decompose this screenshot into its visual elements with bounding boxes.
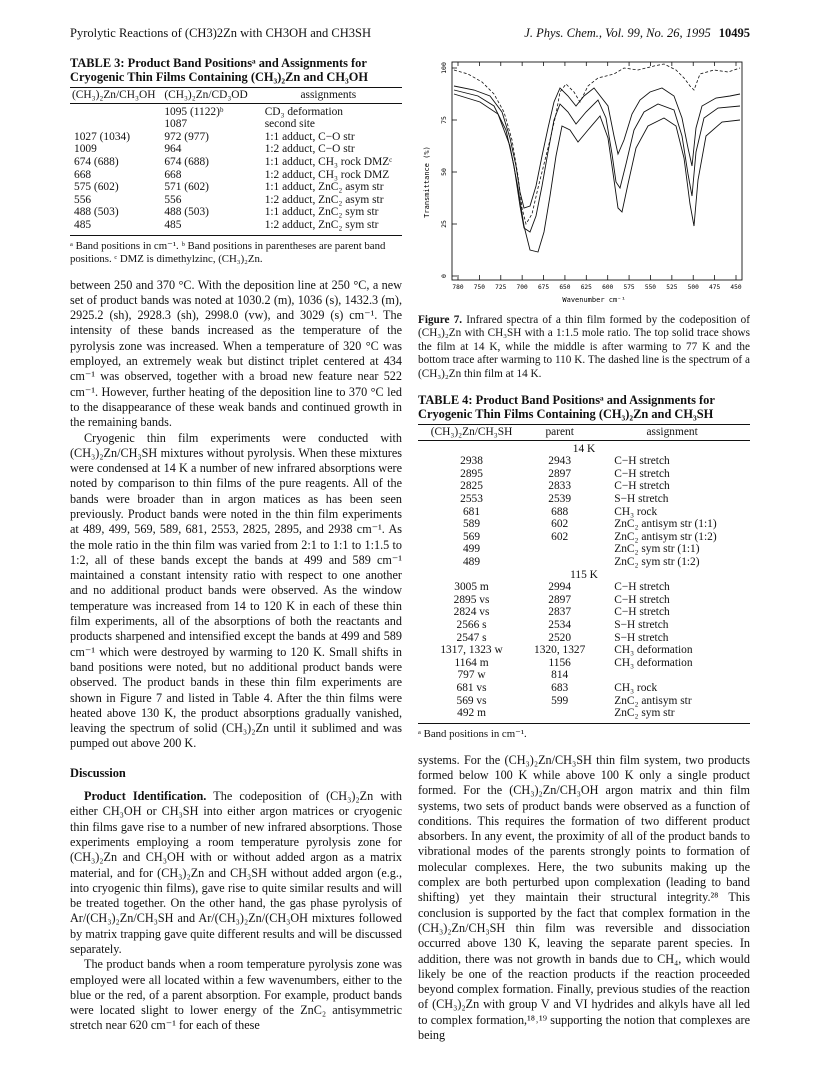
paragraph-product-identification xyxy=(70,789,402,957)
table4-cell: 2824 vs xyxy=(453,606,490,619)
table4-cell: S−H stretch xyxy=(614,631,669,644)
table3-row xyxy=(70,143,402,156)
table4-row xyxy=(418,619,750,632)
table3-footnote: ᵃ Band positions in cm⁻¹. ᵇ Band positions in parentheses are parent band positions. ᶜ DMZ is dimethylzinc, (CH₃)₂Zn. xyxy=(70,239,386,265)
table4-cell: 569 xyxy=(462,530,481,543)
table4-cell: ZnC₂ antisym str xyxy=(614,694,692,707)
y-tick-label: 50 xyxy=(440,168,448,176)
table4-cell: C−H stretch xyxy=(614,581,670,594)
table3-cell: 1095 (1122)ᵇ xyxy=(164,105,224,118)
table3-row xyxy=(70,118,402,131)
x-tick-label: 700 xyxy=(516,284,528,291)
table3-header-1: (CH₃)₂Zn/CH₃OH xyxy=(70,88,162,104)
x-tick-label: 725 xyxy=(495,284,507,291)
table3-cell: 1:1 adduct, ZnC₂ sym str xyxy=(264,206,379,219)
table4-footnote: ᵃ Band positions in cm⁻¹. xyxy=(418,727,527,740)
table4-cell: S−H stretch xyxy=(614,493,669,505)
table3-row xyxy=(70,131,402,144)
x-tick-label: 550 xyxy=(644,284,657,291)
y-tick-label: 25 xyxy=(440,220,448,228)
table4-cell: 2895 vs xyxy=(453,593,490,606)
table4-label: TABLE 4: xyxy=(418,393,473,408)
table4-cell: 2547 s xyxy=(456,631,487,644)
table3-cell: 556 xyxy=(164,193,182,206)
table4-cell xyxy=(525,543,594,556)
table3-cell: 571 (602) xyxy=(164,181,209,194)
table4-row xyxy=(418,581,750,594)
table3-cell: 1:2 adduct, ZnC₂ sym str xyxy=(264,218,379,231)
table4-cell: 2895 xyxy=(460,467,483,480)
table4-cell: CH₃ deformation xyxy=(614,656,693,669)
x-tick-label: 675 xyxy=(537,284,550,291)
table4-cell: 2566 s xyxy=(456,618,487,631)
table4-cell: ZnC₂ sym str xyxy=(614,707,675,720)
table4-cell: CH₃ rock xyxy=(614,681,658,694)
spectrum-dashed-dmz xyxy=(454,64,740,224)
paragraph-room-temperature: The product bands when a room temperature pyrolysis zone was employed were all located within a few wavenumbers, either to the blue or the red, of a parent absorption. For example, product bands were located slight to lower energy of the ZnC₂ antisymmetric stretch near 620 cm⁻¹ for each of these xyxy=(70,957,402,1033)
table4-row xyxy=(418,632,750,645)
table4-cell: 2539 xyxy=(548,493,572,505)
table4-cell: C−H stretch xyxy=(614,455,670,468)
table4-row xyxy=(418,606,750,619)
table3-row xyxy=(70,169,402,182)
x-tick-label: 650 xyxy=(559,284,571,291)
table4-cell: ZnC₂ antisym str (1:1) xyxy=(614,518,717,531)
table4-row xyxy=(418,669,750,682)
table4-row xyxy=(418,644,750,657)
table4-section-row xyxy=(418,440,750,455)
table3-cell: 1027 (1034) xyxy=(74,130,130,143)
table3-cell: 1087 xyxy=(164,118,188,131)
table3-cell: 1:1 adduct, C−O str xyxy=(264,130,355,143)
table4-section-row xyxy=(418,569,750,582)
table4-row xyxy=(418,518,750,531)
table4-row xyxy=(418,468,750,481)
journal-citation: J. Phys. Chem., Vol. 99, No. 26, 1995 xyxy=(524,26,711,40)
table4-cell: 2943 xyxy=(548,455,572,468)
table3-cell: 575 (602) xyxy=(74,181,119,194)
x-tick-label: 475 xyxy=(709,284,721,291)
table4-cell: 2897 xyxy=(548,467,572,480)
table4-cell: 797 w xyxy=(457,669,486,682)
table3-cell: 1009 xyxy=(74,143,97,156)
figure7-spectra xyxy=(418,56,750,308)
table4-cell: 1164 m xyxy=(454,656,489,669)
runin-heading: Product Identification. xyxy=(84,789,207,804)
table3-cell: 556 xyxy=(74,193,92,206)
plot-frame xyxy=(452,62,742,280)
running-head-title: Pyrolytic Reactions of (CH3)2Zn with CH3OH and CH3SH xyxy=(70,26,372,40)
table4-header-1: (CH₃)₂Zn/CH₃SH xyxy=(418,425,525,441)
product-identification-text: The codeposition of (CH₃)₂Zn with either CH₃OH or CH₃SH into either argon matrices or cryogenic thin films gave rise to a number of new infrared absorptions. Those experiments employing a room temperature pyrolysis zone for (CH₃)₂Zn and CH₃OH with or without added argon as a matrix material, and for (CH₃)₂Zn and CH₃SH without added argon (e.g., into cryogenic thin films), gave rise to quite similar results and will be treated together. On the other hand, the gas phase pyrolysis of Ar/(CH₃)₂Zn/CH₃SH and Ar/(CH₃)₂Zn/(CH₃OH mixtures followed by matrix trapping gave quite different results and will be discussed separately. xyxy=(70,789,403,956)
table4-row xyxy=(418,682,750,695)
table4-cell: 1156 xyxy=(548,656,571,669)
table3-header-3: assignments xyxy=(255,88,402,104)
table4-row xyxy=(418,480,750,493)
table4-cell: C−H stretch xyxy=(614,593,670,606)
table3-cell: 964 xyxy=(164,143,182,156)
table4-cell: 688 xyxy=(551,505,569,518)
table4-cell: 2938 xyxy=(460,455,483,468)
table4-row xyxy=(418,506,750,519)
paragraph-cryogenic-thin-film: Cryogenic thin film experiments were conducted with (CH₃)₂Zn/CH₃SH mixtures without pyrolysis. When these mixtures were condensed at 14 K a number of new infrared absorptions were noted by comparison to thin films of the pure reagents. All of the bands were broader than in argon matices as has been seen previously. Product bands were noted in the thin film experiments at 489, 499, 569, 589, 681, 2553, 2825, 2895, and 2938 cm⁻¹. As the mole ratio in the thin film was varied from 2:1 to 1:1 to 1:1.5 to 1:2, all of these bands except the bands at 499 and 589 cm⁻¹ maintained a constant intensity ratio with respect to one another and no additional product bands were observed. As the window temperature was increased from 14 to 120 K in each of these thin film experiments, all of the absorptions of both the reactants and products sharpened and intensified except the bands at 499 and 589 cm⁻¹ which were destroyed by warming to 120 K. Small shifts in band positions were noted, but no additional product bands were observed. The product bands in these thin film experiments are shown in Figure 7 and listed in Table 4. After the thin films were heated above 130 K, the product absorptions gradually vanished, leaving the spectrum of solid (CH₃)₂Zn until it sublimed and was pumped out above 200 K. xyxy=(70,430,402,751)
table3-cell xyxy=(70,103,162,118)
table4-cell: 2534 xyxy=(548,618,572,631)
x-tick-label: 750 xyxy=(473,284,485,291)
table3-title: Product Band Positionsᵃ and Assignments for Cryogenic Thin Films Containing (CH₃)₂Zn and CH₃OH xyxy=(70,56,369,84)
table4-cell: ZnC₂ antisym str (1:2) xyxy=(614,530,717,543)
page-number: 10495 xyxy=(718,26,750,40)
table4-section-label: 14 K xyxy=(572,442,596,455)
table4 xyxy=(418,424,750,724)
table4-cell: 814 xyxy=(551,669,569,682)
y-axis-label: Transmittance (%) xyxy=(423,146,431,218)
table4-cell: 489 xyxy=(462,555,481,568)
table4-row xyxy=(418,695,750,708)
table4-cell: C−H stretch xyxy=(614,480,670,493)
table4-cell: 1317, 1323 w xyxy=(440,644,503,657)
paragraph-thin-film-pyrolysis: between 250 and 370 °C. With the deposition line at 250 °C, a new set of product bands was noted at 1030.2 (m), 1036 (s), 1432.3 (m), 2925.2 (sh), 2928.3 (sh), 2998.0 (vw), and 3029 (s) cm⁻¹. The intensity of these bands increased as the temperature of the pyrolysis zone was increased. When a temperature of 320 °C was employed, an extremely weak but distinct triplet centered at 434 cm⁻¹ was observed, together with a broad new feature near 522 cm⁻¹. However, further heating of the deposition line to 370 °C led to the disappearance of these weak bands and continued growth in the remaining bands. xyxy=(70,277,402,430)
table4-title: Product Band Positionsᵃ and Assignments for Cryogenic Thin Films Containing (CH₃)₂Zn and CH₃SH xyxy=(418,393,715,422)
table3-body xyxy=(70,103,402,235)
spectrum-110K xyxy=(454,94,740,252)
table4-cell xyxy=(594,669,750,682)
table3-cell: 485 xyxy=(74,218,92,231)
table4-cell: 1320, 1327 xyxy=(534,644,586,657)
table4-row xyxy=(418,556,750,569)
table3-header-2: (CH₃)₂Zn/CD₃OD xyxy=(162,88,254,104)
running-head-journal xyxy=(524,26,750,41)
table4-cell: 2520 xyxy=(548,631,572,644)
table4-cell: 602 xyxy=(551,530,569,543)
table3-cell: 674 (688) xyxy=(164,155,209,168)
table3-label: TABLE 3: xyxy=(70,56,125,70)
x-tick-label: 780 xyxy=(452,284,464,291)
x-tick-label: 500 xyxy=(687,284,699,291)
table4-section-label: 115 K xyxy=(570,568,598,581)
table3-cell: 1:2 adduct, CH₃ rock DMZ xyxy=(264,168,390,181)
table4-cell: CH₃ rock xyxy=(614,505,658,518)
table4-row xyxy=(418,657,750,670)
table4-cell: 499 xyxy=(462,543,481,556)
table3-cell: 972 (977) xyxy=(164,130,209,143)
table3-cell: second site xyxy=(264,118,315,131)
table4-cell: 2897 xyxy=(548,593,572,606)
table4-cell: 492 m xyxy=(457,707,486,720)
table3-cell: 488 (503) xyxy=(164,206,209,219)
table3-cell: 1:1 adduct, CH₃ rock DMZᶜ xyxy=(264,155,393,168)
table4-cell: 602 xyxy=(551,518,569,531)
table3-cell: 1:1 adduct, ZnC₂ asym str xyxy=(264,181,384,194)
table3-row xyxy=(70,156,402,169)
table3-cell: 485 xyxy=(164,218,182,231)
table4-body xyxy=(418,440,750,723)
table4-cell: 681 xyxy=(462,505,481,518)
table4-cell: 2833 xyxy=(548,480,572,493)
y-tick-label: 0 xyxy=(440,274,448,278)
x-tick-label: 600 xyxy=(602,284,614,291)
table4-cell: C−H stretch xyxy=(614,606,670,619)
table3-row xyxy=(70,194,402,207)
table4-cell xyxy=(525,707,594,723)
right-column xyxy=(418,56,750,1043)
left-column xyxy=(70,56,402,1034)
table4-row xyxy=(418,707,750,723)
table4-row xyxy=(418,594,750,607)
figure7-label: Figure 7. xyxy=(418,314,463,326)
table4-row xyxy=(418,455,750,468)
table3-cell: CD₃ deformation xyxy=(264,105,343,118)
x-tick-label: 525 xyxy=(666,284,678,291)
table3-cell: 488 (503) xyxy=(74,206,119,219)
table4-header-3: assignment xyxy=(594,425,750,441)
table4-cell: 2553 xyxy=(460,493,483,505)
table4-cell: ZnC₂ sym str (1:1) xyxy=(614,543,700,556)
table3-row xyxy=(70,206,402,219)
running-head xyxy=(70,26,750,44)
table4-row xyxy=(418,531,750,544)
section-heading-discussion: Discussion xyxy=(70,765,126,780)
table4-cell: 569 vs xyxy=(456,694,487,707)
table4-cell: S−H stretch xyxy=(614,618,669,631)
figure7-caption xyxy=(418,314,750,381)
x-tick-label: 450 xyxy=(730,284,742,291)
table4-cell: 589 xyxy=(462,518,481,531)
table4-caption xyxy=(418,393,750,421)
table3-cell: 674 (688) xyxy=(74,155,119,168)
table3-cell: 668 xyxy=(164,168,182,181)
table3-cell: 1:2 adduct, C−O str xyxy=(264,143,355,156)
table4-cell: ZnC₂ sym str (1:2) xyxy=(614,555,700,568)
table4-cell: 683 xyxy=(551,681,569,694)
y-tick-label: 75 xyxy=(440,116,448,124)
table4-row xyxy=(418,493,750,506)
figure7 xyxy=(418,56,750,308)
spectrum-77K xyxy=(454,90,740,232)
table3-cell xyxy=(70,118,162,131)
table3-cell: 1:2 adduct, ZnC₂ asym str xyxy=(264,193,384,206)
x-axis-label: Wavenumber cm⁻¹ xyxy=(562,296,626,304)
table4-cell: 599 xyxy=(551,694,569,707)
table4-cell: 2994 xyxy=(548,581,572,594)
table4-cell: 681 vs xyxy=(456,681,487,694)
table4-row xyxy=(418,543,750,556)
figure7-caption-text: Infrared spectra of a thin film formed by the codeposition of (CH₃)₂Zn with CH₃SH with a 1:1.5 mole ratio. The top solid trace shows the film at 14 K, while the middle is after warming to 77 K and the bottom trace after warming to 110 K. The dashed line is the spectrum of a (CH₃)₂Zn thin film at 14 K. xyxy=(418,314,750,380)
paragraph-complex-formation: systems. For the (CH₃)₂Zn/CH₃SH thin film system, two products formed below 100 K while above 100 K only a single product formed. For the (CH₃)₂Zn/CH₃OH argon matrix and thin film systems, two sets of product bands were observed as a function of conditions. This requires the formation of two different product absorbers. In any event, the proximity of all of the product bands to vibrational modes of the parents strongly points to formation of molecular complexes. Here, the two subunits making up the complex are both perturbed upon complexation (leading to band shifting) yet they maintain their structural integrity.²⁸ This conclusion is supported by the fact that complex formation in the (CH₃)₂Zn/CH₃SH thin film was reversible and dissociation occurred above 130 K, leaving the separate parent species. In addition, there was not growth in bands due to CH₄, which would likely be one of the reaction products if the reaction proceeded beyond complex formation. Finally, previous studies of the reaction of (CH₃)₂Zn with group V and VI hydrides and alkyls have all led to complex formation,¹⁸˒¹⁹ supporting the notion that complexes are being xyxy=(418,752,750,1043)
table3 xyxy=(70,87,402,236)
table3-caption xyxy=(70,56,402,84)
table3-cell: 668 xyxy=(74,168,92,181)
y-tick-label: 100 xyxy=(440,62,448,74)
table4-cell: C−H stretch xyxy=(614,467,670,480)
x-tick-label: 625 xyxy=(580,284,592,291)
table4-cell: 2825 xyxy=(460,480,483,493)
x-tick-label: 575 xyxy=(623,284,635,291)
table4-cell: 3005 m xyxy=(454,581,489,594)
table4-cell: 2837 xyxy=(548,606,572,619)
table3-row xyxy=(70,103,402,118)
table4-cell: CH₃ deformation xyxy=(614,644,693,657)
table3-row xyxy=(70,219,402,235)
table3-row xyxy=(70,181,402,194)
table4-cell xyxy=(525,556,594,569)
table4-header-2: parent xyxy=(525,425,594,441)
